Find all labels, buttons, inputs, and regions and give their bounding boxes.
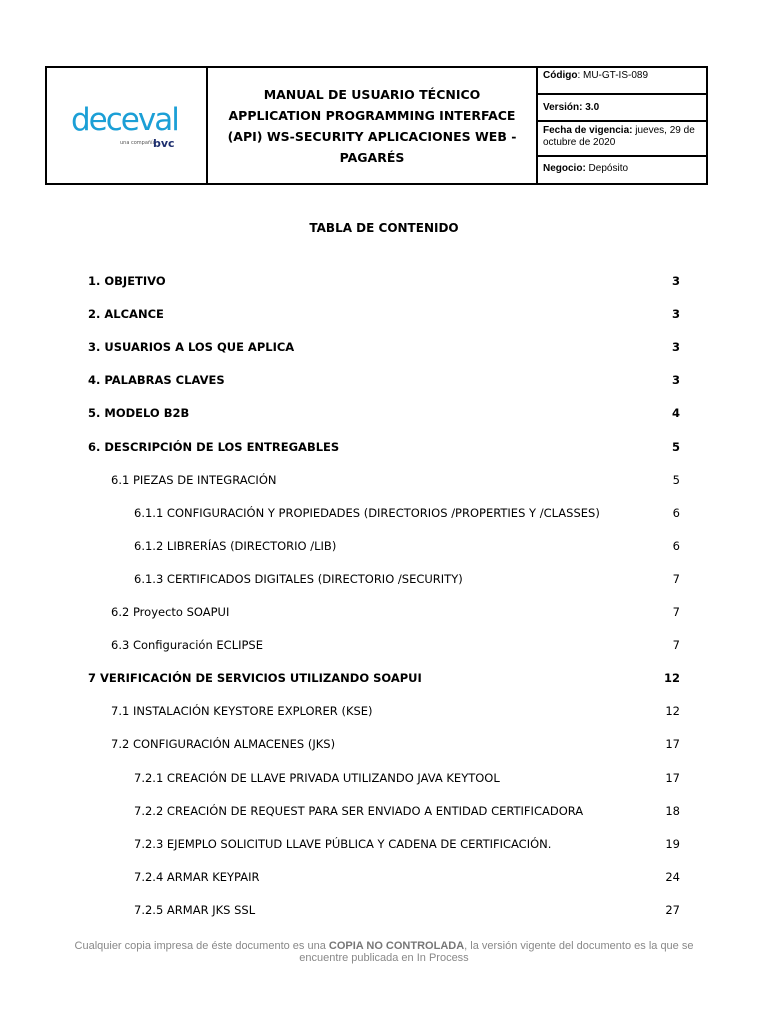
toc-entry[interactable] — [134, 570, 680, 588]
toc-entry[interactable] — [134, 835, 680, 853]
toc-entry[interactable] — [111, 735, 680, 753]
toc-entry-label: 7.2.3 EJEMPLO SOLICITUD LLAVE PÚBLICA Y CADENA DE CERTIFICACIÓN. — [134, 836, 552, 851]
toc-entry-label: 7.2.1 CREACIÓN DE LLAVE PRIVADA UTILIZANDO JAVA KEYTOOL — [134, 770, 500, 785]
codigo-label: Código — [543, 70, 578, 81]
toc-entry-label: 7.2 CONFIGURACIÓN ALMACENES (JKS) — [111, 737, 336, 752]
footer-emphasis: COPIA NO CONTROLADA — [328, 940, 465, 952]
toc-entry-label: 6.1.3 CERTIFICADOS DIGITALES (DIRECTORIO /SECURITY) — [134, 571, 463, 586]
toc-entry[interactable] — [111, 702, 680, 720]
toc-title: TABLA DE CONTENIDO — [309, 221, 459, 235]
toc-entry-page: 6 — [672, 505, 680, 520]
toc-entry[interactable] — [88, 305, 680, 323]
toc-entry-label: 3. USUARIOS A LOS QUE APLICA — [88, 340, 295, 355]
toc-entry-label: 6. DESCRIPCIÓN DE LOS ENTREGABLES — [88, 439, 340, 454]
toc-entry-page: 27 — [665, 902, 680, 917]
toc-entry-page: 17 — [665, 770, 680, 785]
toc-entry-page: 3 — [671, 307, 680, 322]
codigo-row — [538, 68, 706, 95]
toc-entry[interactable] — [88, 438, 680, 456]
toc-entry[interactable] — [134, 802, 680, 820]
toc-entry-page: 3 — [671, 340, 680, 355]
toc-entry[interactable] — [111, 603, 680, 621]
toc-entry[interactable] — [88, 272, 680, 290]
logo-tagline: una compañía — [120, 140, 156, 146]
toc-entry[interactable] — [88, 669, 680, 687]
title-cell — [208, 68, 538, 183]
deceval-logo — [71, 96, 183, 156]
toc-entry-page: 17 — [665, 737, 680, 752]
toc-entry-label: 7 VERIFICACIÓN DE SERVICIOS UTILIZANDO SOAPUI — [88, 671, 422, 686]
version-value: : 3.0 — [579, 102, 600, 113]
toc-entry[interactable] — [134, 901, 680, 919]
toc-entry[interactable] — [88, 338, 680, 356]
toc-entry-page: 4 — [671, 406, 680, 421]
toc-entry-label: 6.2 Proyecto SOAPUI — [111, 605, 230, 619]
version-row — [538, 97, 706, 122]
toc-entry[interactable] — [134, 537, 680, 555]
fecha-label: Fecha de vigencia: — [543, 125, 633, 136]
toc-entry-label: 4. PALABRAS CLAVES — [88, 373, 225, 388]
toc-entry-label: 7.2.4 ARMAR KEYPAIR — [134, 869, 260, 884]
toc-entry-page: 12 — [665, 704, 680, 719]
fecha-row — [538, 123, 706, 157]
codigo-value: : MU-GT-IS-089 — [577, 70, 649, 81]
fecha-value: jueves, 29 de octubre de 2020 — [543, 125, 695, 148]
toc-entry-label: 2. ALCANCE — [88, 307, 164, 322]
meta-cell — [538, 68, 706, 183]
toc-entry-label: 5. MODELO B2B — [88, 406, 190, 421]
toc-entry-label: 6.1.2 LIBRERÍAS (DIRECTORIO /LIB) — [134, 538, 337, 553]
logo-cell — [47, 68, 208, 183]
negocio-row — [538, 159, 706, 183]
toc-entry-page: 7 — [672, 605, 680, 619]
toc-entry-label: 7.1 INSTALACIÓN KEYSTORE EXPLORER (KSE) — [111, 704, 373, 719]
toc-entry-label: 6.1 PIEZAS DE INTEGRACIÓN — [111, 472, 277, 487]
toc-entry[interactable] — [88, 371, 680, 389]
toc-entry-page: 5 — [671, 439, 680, 454]
toc-entry-page: 5 — [672, 472, 680, 487]
toc-entry-label: 7.2.5 ARMAR JKS SSL — [134, 902, 256, 917]
toc-entry[interactable] — [111, 636, 680, 654]
toc-entry-page: 3 — [671, 373, 680, 388]
toc-entry-label: 7.2.2 CREACIÓN DE REQUEST PARA SER ENVIADO A ENTIDAD CERTIFICADORA — [134, 803, 584, 818]
toc-entry[interactable] — [134, 769, 680, 787]
toc-entry-page: 7 — [672, 638, 680, 653]
toc-entry-page: 18 — [665, 803, 680, 818]
toc-entry-label: 1. OBJETIVO — [88, 274, 166, 288]
negocio-value: Depósito — [585, 163, 629, 174]
toc-entry-page: 24 — [665, 869, 680, 884]
footer-text-before: Cualquier copia impresa de éste documento es una — [74, 940, 329, 952]
toc-entry-page: 6 — [672, 538, 680, 553]
toc-entry[interactable] — [134, 868, 680, 886]
footer-notice — [70, 940, 698, 964]
toc-entry[interactable] — [111, 471, 680, 489]
toc-entry[interactable] — [88, 404, 680, 422]
footer-text-after: , la versión vigente del documento es la que se encuentre publicada en In Process — [299, 940, 694, 964]
negocio-label: Negocio: — [543, 163, 586, 174]
document-title: MANUAL DE USUARIO TÉCNICO APPLICATION PROGRAMMING INTERFACE (API) WS-SECURITY APLICACIONES WEB - PAGARÉS — [227, 86, 517, 165]
toc-entry-page: 19 — [665, 836, 680, 851]
toc-entry-page: 7 — [672, 571, 680, 586]
toc-entry-page: 12 — [663, 671, 680, 686]
version-label: Versión — [543, 102, 580, 113]
toc-entry-label: 6.1.1 CONFIGURACIÓN Y PROPIEDADES (DIRECTORIOS /PROPERTIES Y /CLASSES) — [134, 505, 600, 520]
logo-wordmark: deceval — [71, 102, 178, 138]
logo-group: bvc — [153, 137, 175, 150]
toc-entry-label: 6.3 Configuración ECLIPSE — [111, 638, 263, 653]
toc-entry-page: 3 — [671, 274, 680, 288]
toc-entry[interactable] — [134, 504, 680, 522]
document-header — [45, 66, 708, 185]
